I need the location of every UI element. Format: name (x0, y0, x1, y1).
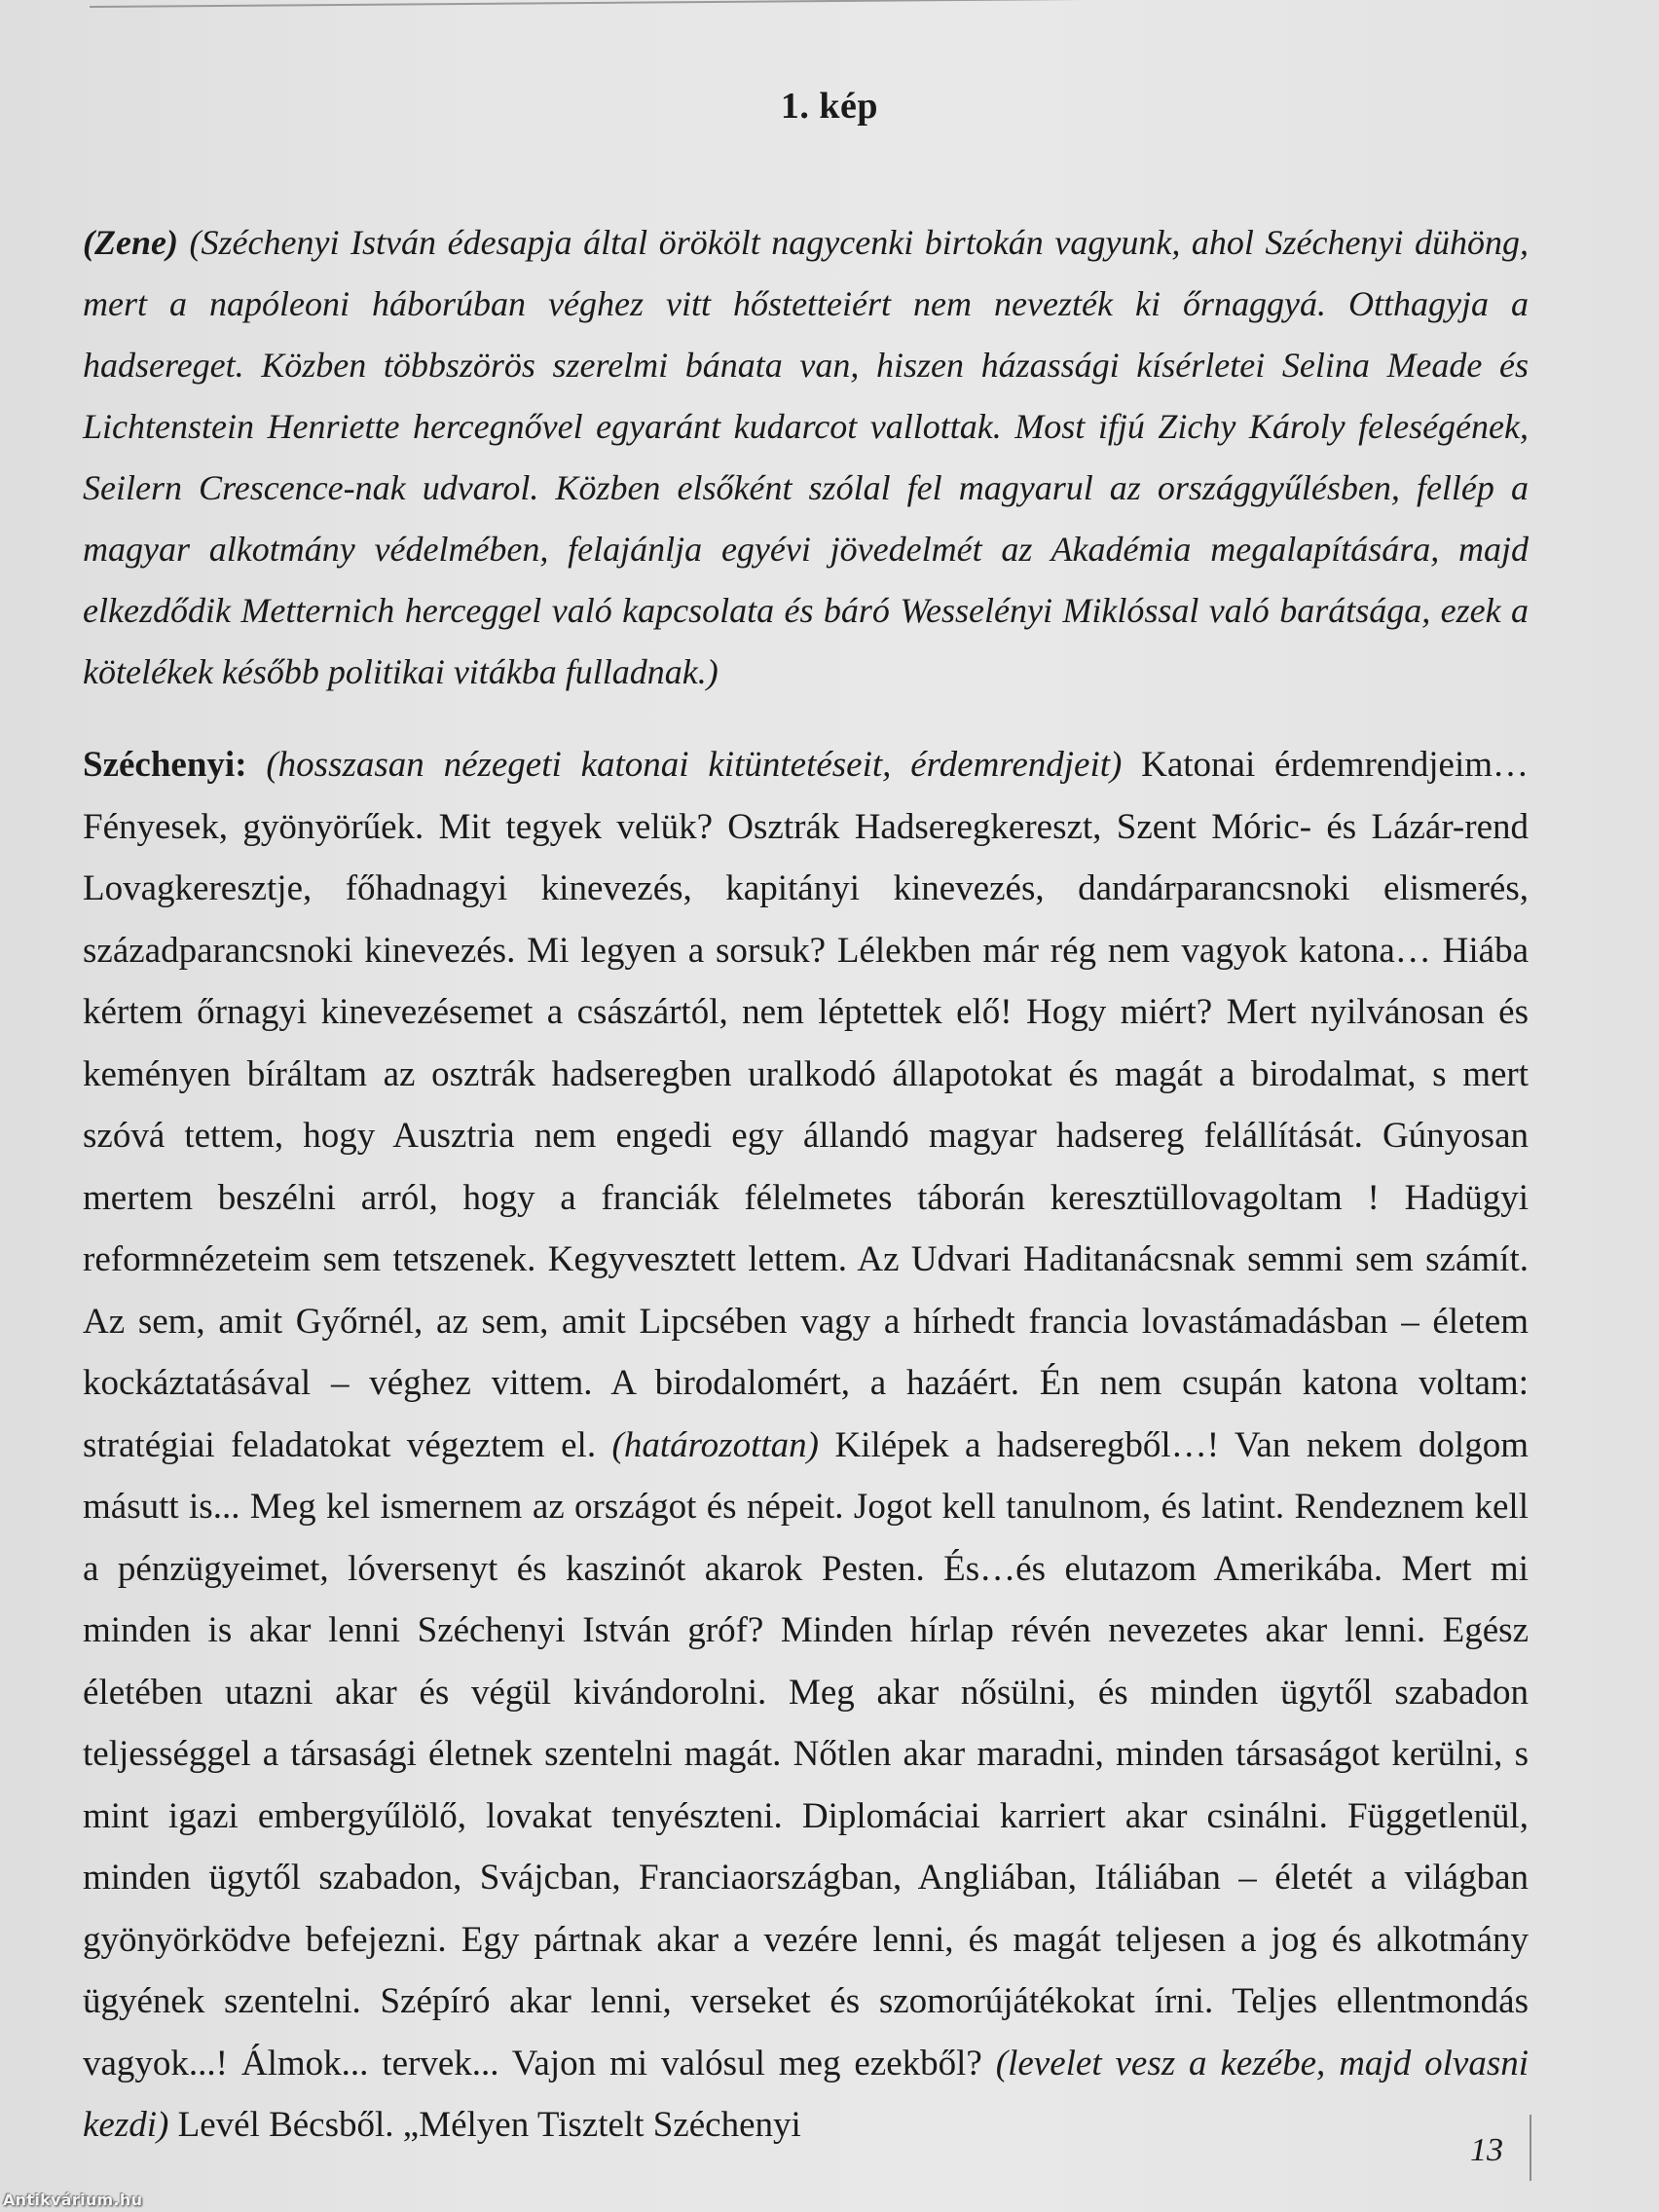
page-number-rule (1530, 2115, 1531, 2181)
music-cue-label: (Zene) (83, 223, 178, 262)
dialogue-text: Kilépek a hadseregből…! Van nekem dolgom másutt is... Meg kel ismernem az országot és népeit. Jogot kell tanulnom, és latint. Rendeznem kell a pénzügyeimet, lóversenyt és kaszinót akarok Pesten. És…és elutazom Amerikába. Mert mi minden is akar lenni Széchenyi István gróf? Minden hírlap révén nevezetes akar lenni. Egész életében utazni akar és végül kivándorolni. Meg akar nősülni, és minden ügytől szabadon teljességgel a társasági életnek szentelni magát. Nőtlen akar maradni, minden társaságot kerülni, s mint igazi embergyűlölő, lovakat tenyészteni. Diplomáciai karriert akar csinálni. Függetlenül, minden ügytől szabadon, Svájcban, Franciaországban, Angliában, Itáliában – életét a világban gyönyörködve befejezni. Egy pártnak akar a vezére lenni, és magát teljesen a jog és alkotmány ügyének szentelni. Szépíró akar lenni, verseket és szomorújátékokat írni. Teljes ellentmondás vagyok...! Álmok... tervek... Vajon mi valósul meg ezekből? (83, 1424, 1529, 2083)
chapter-title: 1. kép (780, 86, 879, 128)
speaker-name: Széchenyi: (83, 745, 247, 785)
dialogue-paragraph (83, 734, 1529, 2157)
stage-direction-paragraph (83, 212, 1529, 703)
stage-direction-inline: (hosszasan nézegeti katonai kitüntetéseit, érdemrendjeit) (266, 745, 1123, 785)
stage-direction-text: (Széchenyi István édesapja által örökölt nagycenki birtokán vagyunk, ahol Széchenyi dühöng, mert a napóleoni háborúban véghez vitt hőstetteiért nem nevezték ki őrnaggyá. Otthagyja a hadsereget. Közben többszörös szerelmi bánata van, hiszen házassági kísérletei Selina Meade és Lichtenstein Henriette hercegnővel egyaránt kudarcot vallottak. Most ifjú Zichy Károly feleségének, Seilern Crescence-nak udvarol. Közben elsőként szólal fel magyarul az országgyűlésben, fellép a magyar alkotmány védelmében, felajánlja egyévi jövedelmét az Akadémia megalapítására, majd elkezdődik Metternich herceggel való kapcsolata és báró Wesselényi Miklóssal való barátsága, ezek a kötelékek később politikai vitákba fulladnak.) (83, 223, 1529, 691)
watermark: Antikvárium.hu (3, 2191, 143, 2209)
page-body (83, 212, 1529, 2157)
stage-direction-inline: (határozottan) (611, 1424, 819, 1465)
top-rule (90, 0, 1521, 8)
dialogue-text: Katonai érdemrendjeim… Fényesek, gyönyörűek. Mit tegyek velük? Osztrák Hadseregkereszt, Szent Móric- és Lázár-rend Lovagkeresztje, főhadnagyi kinevezés, kapitányi kinevezés, dandárparancsnoki elismerés, századparancsnoki kinevezés. Mi legyen a sorsuk? Lélekben már rég nem vagyok katona… Hiába kértem őrnagyi kinevezésemet a császártól, nem léptettek elő! Hogy miért? Mert nyilvánosan és keményen bíráltam az osztrák hadseregben uralkodó állapotokat és magát a birodalmat, s mert szóvá tettem, hogy Ausztria nem engedi egy állandó magyar hadsereg felállítását. Gúnyosan mertem beszélni arról, hogy a franciák félelmetes táborán keresztüllovagoltam ! Hadügyi reformnézeteim sem tetszenek. Kegyvesztett lettem. Az Udvari Haditanácsnak semmi sem számít. Az sem, amit Győrnél, az sem, amit Lipcsében vagy a hírhedt francia lovastámadásban – életem kockáztatásával – véghez vittem. A birodalomért, a hazáért. Én nem csupán katona voltam: stratégiai feladatokat végeztem el. (83, 745, 1530, 1465)
dialogue-text: Levél Bécsből. „Mélyen Tisztelt Széchenyi (168, 2105, 801, 2145)
page-number: 13 (1470, 2132, 1503, 2168)
stage-direction-inline: (levelet vesz a kezébe, majd olvasni kezdi) (83, 2043, 1529, 2145)
